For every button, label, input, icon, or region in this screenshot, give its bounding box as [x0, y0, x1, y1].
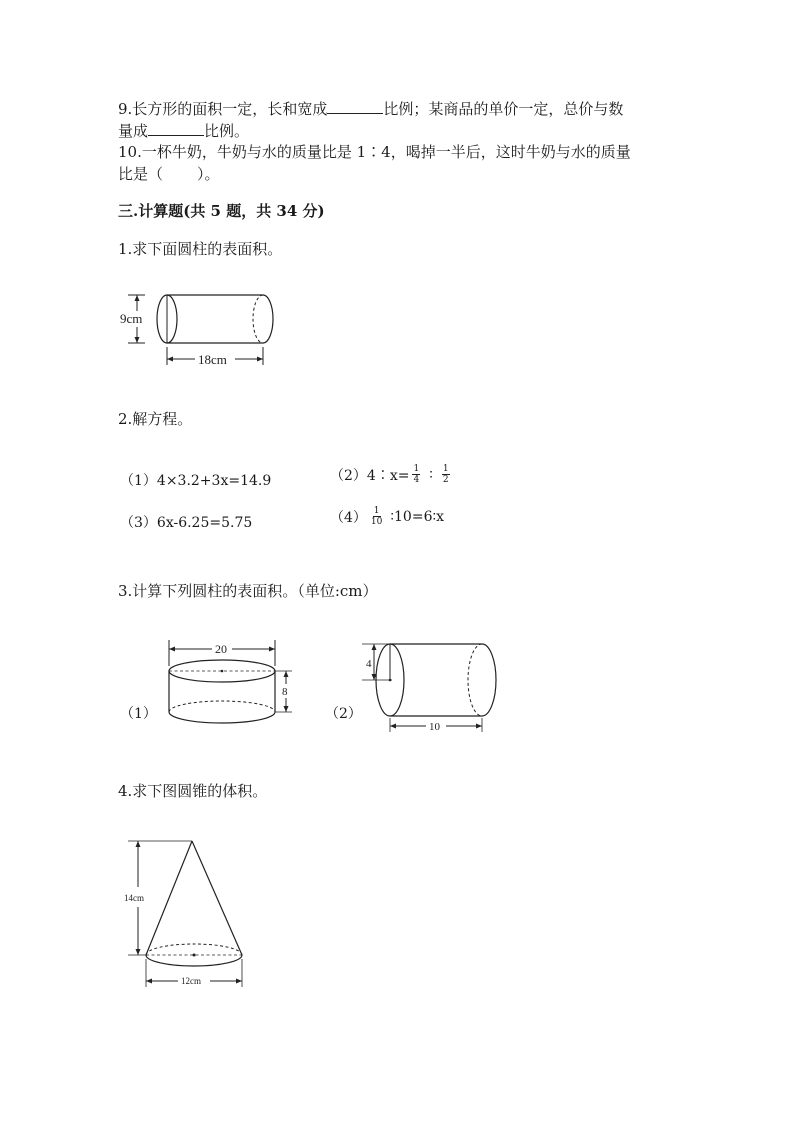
cylinder-figure-2 [160, 636, 300, 736]
height-label: 14cm [124, 893, 144, 903]
section-title: 三.计算题(共 5 题，共 34 分) [118, 202, 325, 220]
question-9-line-2 [118, 119, 249, 142]
answer-blank[interactable] [148, 119, 204, 136]
q2-prompt: 2.解方程。 [118, 410, 193, 428]
fraction-denominator: 2 [442, 475, 449, 485]
fraction [442, 464, 450, 485]
height-label: 8 [282, 686, 288, 698]
radius-label: 4 [366, 658, 372, 670]
equation-3: （3）6x-6.25=5.75 [120, 515, 253, 531]
question-10-line-2 [118, 163, 220, 185]
q4-prompt: 4.求下图圆锥的体积。 [118, 782, 268, 800]
equation-4-suffix: ∶10=6∶x [390, 508, 445, 525]
fraction-denominator: 4 [413, 475, 420, 485]
fraction-numerator: 1 [413, 464, 420, 474]
equation-2 [330, 464, 453, 485]
question-10-text-a: 比是（ [118, 165, 164, 183]
q3-prompt: 3.计算下列圆柱的表面积。（单位:cm） [118, 582, 378, 600]
equation-4 [330, 506, 444, 527]
equation-2-prefix: （2）4∶x= [330, 467, 410, 484]
cylinder-figure-1 [115, 285, 285, 375]
question-9-text-d: 比例。 [204, 122, 250, 140]
figure-2-label: （2） [325, 706, 362, 722]
question-9-text-c: 量成 [118, 122, 149, 140]
height-label: 9cm [120, 311, 143, 326]
fraction-numerator: 1 [442, 464, 449, 474]
cone-figure [118, 835, 258, 995]
diameter-label: 12cm [181, 976, 201, 986]
question-10-text-b: ）。 [197, 165, 220, 183]
question-9-text-b: 比例；某商品的单价一定，总价与数 [383, 100, 624, 118]
figure-1-label: （1） [120, 706, 157, 722]
fraction-numerator: 1 [373, 506, 380, 516]
cylinder-figure-3 [360, 638, 505, 738]
fraction [412, 464, 420, 485]
equation-4-prefix: （4） [330, 509, 367, 526]
ratio-separator: ∶ [429, 466, 433, 483]
length-label: 18cm [198, 352, 227, 367]
question-9-line-1 [118, 97, 623, 120]
fraction-denominator: 10 [370, 517, 383, 527]
fraction [370, 506, 383, 527]
question-10-line-1: 10.一杯牛奶，牛奶与水的质量比是 1∶4，喝掉一半后，这时牛奶与水的质量 [118, 143, 631, 161]
q1-prompt: 1.求下面圆柱的表面积。 [118, 240, 283, 258]
question-9-text-a: 9.长方形的面积一定，长和宽成 [118, 100, 328, 118]
length-label: 10 [429, 721, 440, 733]
answer-blank[interactable] [327, 97, 383, 114]
diameter-label: 20 [215, 642, 227, 656]
equation-1: （1）4×3.2+3x=14.9 [120, 473, 272, 489]
